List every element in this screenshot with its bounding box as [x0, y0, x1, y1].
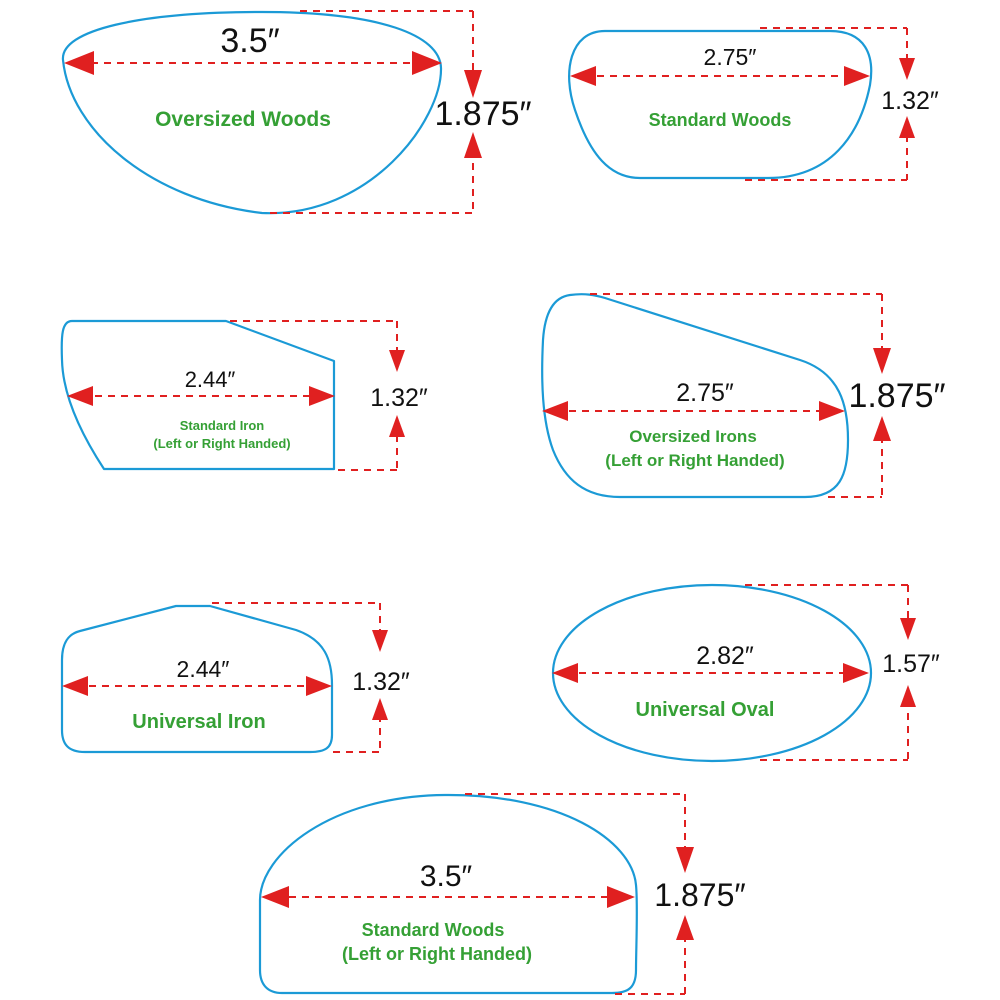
standard-woods-lr-name: Standard Woods	[361, 920, 505, 940]
shape-standard-woods-lr	[260, 794, 746, 994]
universal-oval-width-arrow-right	[843, 663, 869, 683]
standard-woods-lr-height-arrow-down	[676, 847, 694, 873]
standard-woods-width-label: 2.75″	[703, 44, 757, 70]
standard-woods-lr-width-label: 3.5″	[419, 860, 473, 893]
standard-woods-lr-height-arrow-up	[676, 915, 694, 940]
standard-iron-width-label: 2.44″	[184, 367, 236, 392]
standard-woods-lr-width-arrow-right	[607, 886, 635, 908]
oversized-irons-height-arrow-down	[873, 348, 891, 374]
standard-woods-width-arrow-right	[844, 66, 870, 86]
oversized-irons-name-sub: (Left or Right Handed)	[605, 451, 785, 470]
oversized-irons-height-arrow-up	[873, 416, 891, 441]
shape-oversized-woods	[63, 11, 532, 213]
standard-woods-lr-width-arrow-left	[261, 886, 289, 908]
standard-woods-lr-name-sub: (Left or Right Handed)	[342, 944, 532, 964]
universal-iron-width-arrow-left	[62, 676, 88, 696]
oversized-irons-name: Oversized Irons	[629, 427, 757, 446]
universal-iron-height-arrow-down	[372, 630, 388, 652]
standard-iron-height-arrow-down	[389, 350, 405, 372]
oversized-woods-height-arrow-up	[464, 132, 482, 158]
universal-oval-width-label: 2.82″	[696, 642, 754, 670]
oversized-woods-name: Oversized Woods	[155, 108, 331, 131]
universal-oval-height-label: 1.57″	[882, 650, 940, 678]
universal-iron-height-label: 1.32″	[352, 668, 410, 696]
shape-universal-oval	[552, 585, 940, 761]
standard-iron-name-sub: (Left or Right Handed)	[153, 436, 291, 451]
standard-woods-height-arrow-down	[899, 58, 915, 80]
standard-iron-height-arrow-up	[389, 415, 405, 437]
universal-iron-height-arrow-up	[372, 698, 388, 720]
oversized-woods-width-arrow-left	[64, 51, 94, 75]
universal-oval-height-arrow-down	[900, 618, 916, 640]
standard-woods-name: Standard Woods	[648, 110, 792, 130]
shape-universal-iron	[62, 603, 410, 752]
standard-iron-width-arrow-right	[309, 386, 335, 406]
universal-iron-name: Universal Iron	[132, 711, 266, 733]
oversized-woods-height-arrow-down	[464, 70, 482, 98]
standard-iron-name: Standard Iron	[179, 418, 265, 433]
standard-iron-height-label: 1.32″	[370, 384, 428, 412]
shape-standard-woods	[569, 28, 939, 180]
oversized-irons-height-label: 1.875″	[848, 377, 946, 415]
oversized-irons-width-arrow-right	[819, 401, 845, 421]
universal-oval-height-arrow-up	[900, 685, 916, 707]
oversized-woods-height-label: 1.875″	[434, 95, 532, 133]
universal-iron-width-label: 2.44″	[176, 656, 230, 682]
universal-oval-name: Universal Oval	[635, 699, 775, 721]
standard-woods-height-label: 1.32″	[881, 87, 939, 115]
standard-woods-height-arrow-up	[899, 116, 915, 138]
universal-iron-width-arrow-right	[306, 676, 332, 696]
shape-standard-iron	[62, 321, 428, 470]
standard-woods-width-arrow-left	[570, 66, 596, 86]
oversized-irons-width-label: 2.75″	[676, 379, 734, 407]
standard-woods-lr-height-label: 1.875″	[654, 877, 746, 913]
universal-oval-width-arrow-left	[552, 663, 578, 683]
shape-oversized-irons	[542, 294, 946, 497]
oversized-woods-width-label: 3.5″	[220, 22, 280, 60]
